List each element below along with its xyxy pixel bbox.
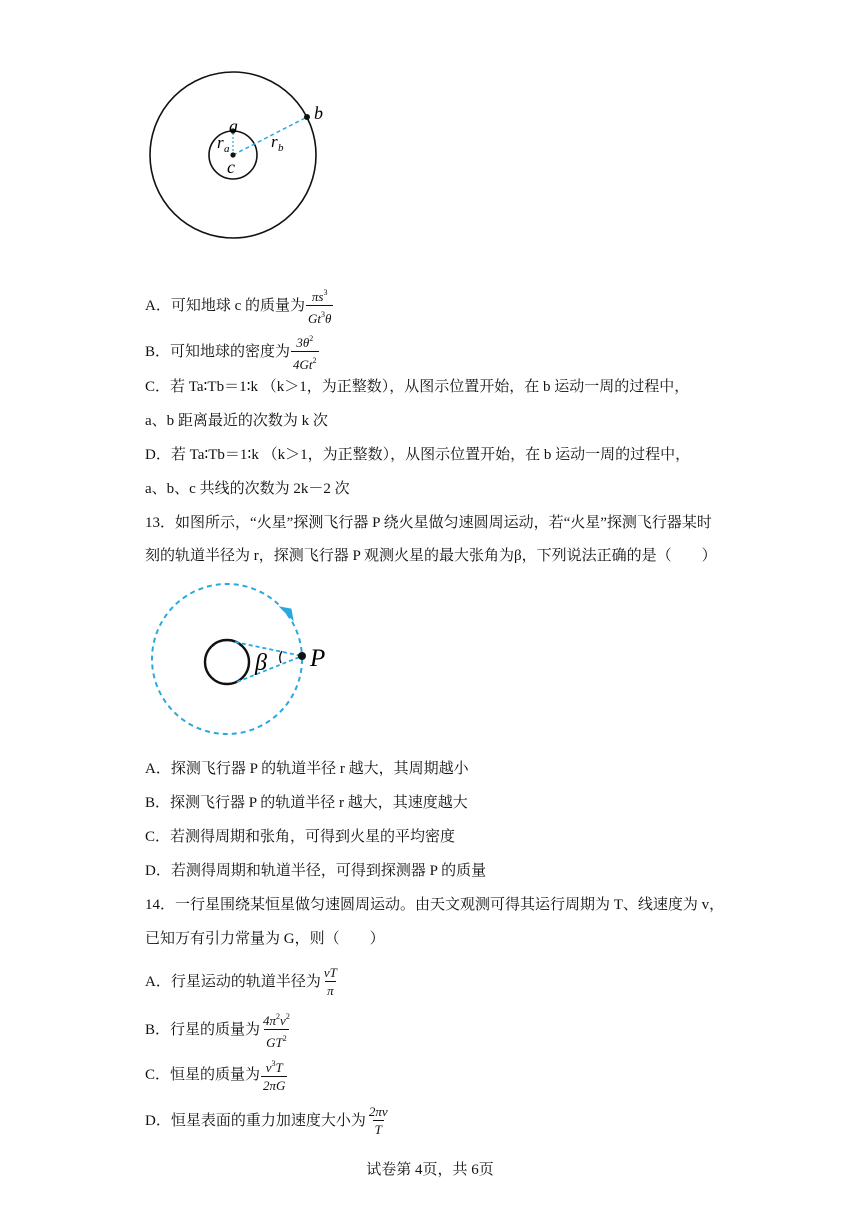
q12-option-a-fraction: $\frac{\pi s^3}{Gt^3\theta}$ xyxy=(308,288,332,326)
mars-orbit-diagram xyxy=(145,580,345,745)
q12-option-a-text: A．可知地球 c 的质量为 xyxy=(145,297,305,314)
q12-option-a xyxy=(145,285,333,326)
q12-option-b xyxy=(145,331,319,372)
q14-option-d-fraction: $\frac{2\pi v}{T}$ xyxy=(368,1104,388,1137)
q12-option-d-line2: a、b、c 共线的次数为 2k－2 次 xyxy=(145,481,350,497)
radius-b-line xyxy=(233,117,307,155)
q12-option-d-line1: D．若 Ta∶Tb＝1∶k （k＞1，为正整数），从图示位置开始，在 b 运动一周的过程中， xyxy=(145,447,691,463)
point-b xyxy=(304,114,310,120)
label-c: c xyxy=(227,157,235,177)
orbit-direction-arrow xyxy=(280,607,293,620)
q14-stem-line2: 已知万有引力常量为 G，则（ ） xyxy=(145,931,385,947)
label-b: b xyxy=(314,103,323,123)
q12-option-b-text: B．可知地球的密度为 xyxy=(145,343,291,360)
label-ra: r xyxy=(217,133,224,152)
q14-option-c-text: C．恒星的质量为 xyxy=(145,1066,261,1083)
q14-option-d xyxy=(145,1104,390,1137)
q14-option-c xyxy=(145,1056,287,1093)
q12-option-c-line2: a、b 距离最近的次数为 k 次 xyxy=(145,413,328,429)
label-beta: β xyxy=(255,650,267,676)
q13-option-c: C．若测得周期和张角，可得到火星的平均密度 xyxy=(145,829,456,845)
q13-option-d: D．若测得周期和轨道半径，可得到探测器 P 的质量 xyxy=(145,863,487,879)
q14-option-b-fraction: $\frac{4\pi^2v^2}{GT^2}$ xyxy=(263,1012,290,1050)
q13-option-a: A．探测飞行器 P 的轨道半径 r 越大，其周期越小 xyxy=(145,761,469,777)
q14-option-a xyxy=(145,965,339,998)
label-P: P xyxy=(310,645,326,672)
q13-option-b: B．探测飞行器 P 的轨道半径 r 越大，其速度越大 xyxy=(145,795,468,811)
q14-stem-line1: 14．一行星围绕某恒星做匀速圆周运动。由天文观测可得其运行周期为 T、线速度为 v， xyxy=(145,897,725,913)
q13-stem-line1: 13．如图所示，“火星”探测飞行器 P 绕火星做匀速圆周运动，若“火星”探测飞行器某时 xyxy=(145,515,712,531)
q12-option-b-fraction: $\frac{3\theta^2}{4Gt^2}$ xyxy=(293,334,317,372)
orbit-diagram-abc xyxy=(140,60,340,250)
q14-option-a-fraction: $\frac{vT}{\pi}$ xyxy=(323,965,337,998)
q14-option-b xyxy=(145,1009,292,1050)
q12-option-c-line1: C．若 Ta∶Tb＝1∶k （k＞1，为正整数），从图示位置开始，在 b 运动一周的过程中， xyxy=(145,379,690,395)
label-a: a xyxy=(229,116,238,136)
angle-arc xyxy=(280,651,282,663)
label-rb-sub: b xyxy=(278,142,284,154)
q14-option-a-text: A．行星运动的轨道半径为 xyxy=(145,973,321,990)
q13-stem-line2: 刻的轨道半径为 r，探测飞行器 P 观测火星的最大张角为β，下列说法正确的是（ ） xyxy=(145,548,717,564)
mars-circle xyxy=(205,640,249,684)
page-footer: 试卷第 4页，共 6页 xyxy=(366,1162,494,1178)
probe-point xyxy=(298,652,306,660)
label-rb: r xyxy=(271,132,278,151)
q14-option-b-text: B．行星的质量为 xyxy=(145,1021,261,1038)
q14-option-c-fraction: $\frac{v^3T}{2\pi G}$ xyxy=(263,1059,286,1093)
label-ra-sub: a xyxy=(224,143,230,155)
q14-option-d-text: D．恒星表面的重力加速度大小为 xyxy=(145,1112,366,1129)
